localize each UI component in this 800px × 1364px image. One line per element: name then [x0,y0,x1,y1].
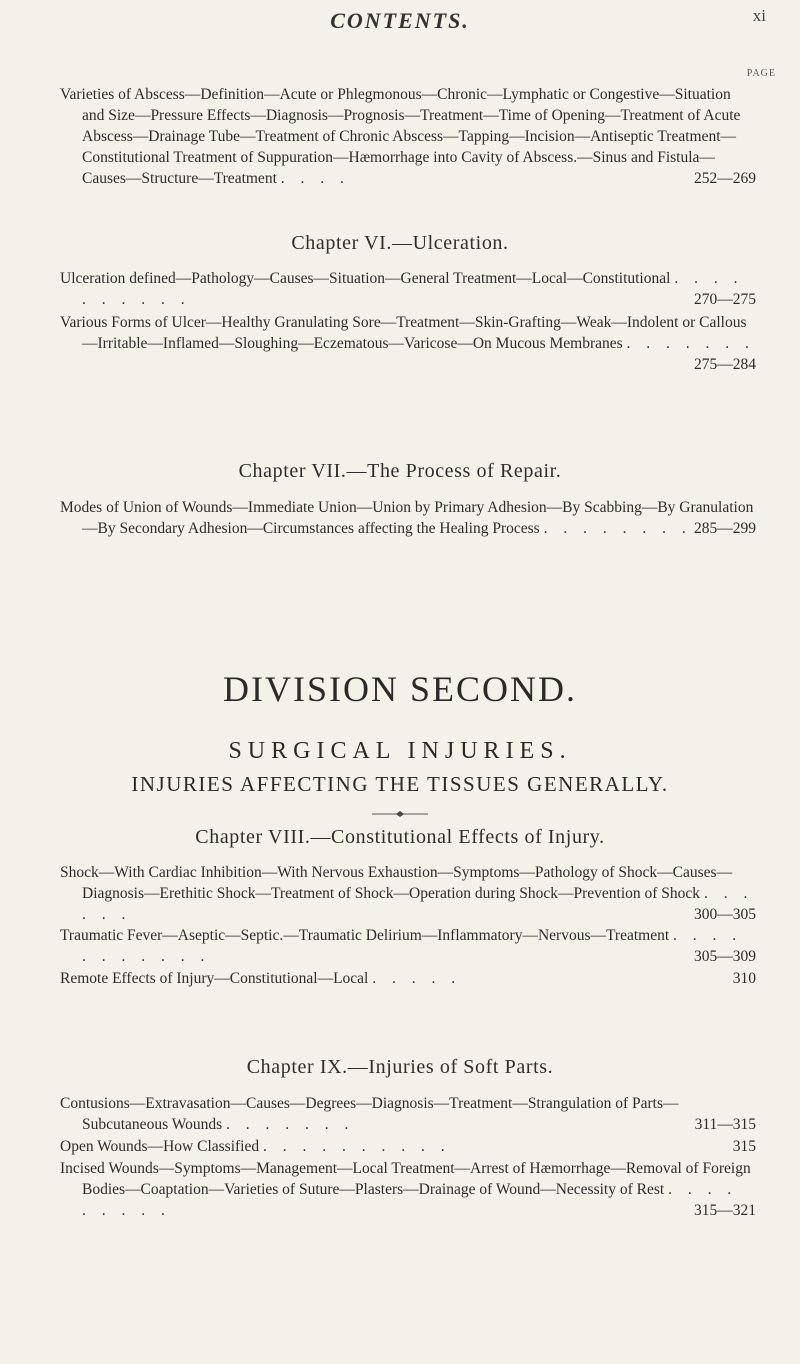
entry-pages: 305—309 [694,948,756,965]
division-heading: INJURIES AFFECTING THE TISSUES GENERALLY. [131,772,669,796]
toc-entry-shock: Shock—With Cardiac Inhibition—With Nervous Exhaustion—Symptoms—Pathology of Shock—Causes—Diagnosis—Erethitic Shock—Treatment of Shock—Operation during Shock—Prevention of Shock . . . . . . 300—305 [60,864,756,923]
toc-entry-traumatic-fever: Traumatic Fever—Aseptic—Septic.—Traumatic Delirium—Inflammatory—Nervous—Treatment . . . . . . . . . . . 305—309 [60,927,756,965]
chapter-8-heading: Chapter VIII.—Constitutional Effects of Injury. [195,826,605,848]
chapter-6-heading: Chapter VI.—Ulceration. [291,232,509,254]
toc-entry-abscess: Varieties of Abscess—Definition—Acute or Phlegmonous—Chronic—Lymphatic or Congestive—Situation and Size—Pressure Effects—Diagnosis—Prognosis—Treatment—Time of Opening—Treatment of Acute Abscess—Drainage Tube—Treatment of Chronic Abscess—Tapping—Incision—Antiseptic Treatment—Constitutional Treatment of Suppuration—Hæmorrhage into Cavity of Abscess.—Sinus and Fistula—Causes—Structure—Treatment . . . . 252—269 [60,86,756,187]
page-column-label: PAGE [746,68,776,79]
running-head: CONTENTS. [330,8,470,33]
entry-pages: 252—269 [694,170,756,187]
entry-text: Incised Wounds—Symptoms—Management—Local Treatment—Arrest of Hæmorrhage—Removal of Foreign Bodies—Coaptation—Varieties of Suture—Plasters—Drainage of Wound—Necessity of Rest [60,1160,751,1198]
ornament-divider [370,810,430,818]
entry-text: Traumatic Fever—Aseptic—Septic.—Traumatic Delirium—Inflammatory—Nervous—Treatment [60,927,670,944]
toc-entry-remote-effects: Remote Effects of Injury—Constitutional—Local . . . . . 310 [60,970,756,987]
entry-pages: 315—321 [694,1202,756,1219]
entry-text: Various Forms of Ulcer—Healthy Granulating Sore—Treatment—Skin-Grafting—Weak—Indolent or Callous—Irritable—Inflamed—Sloughing—Eczematous—Varicose—On Mucous Membranes [60,314,747,352]
entry-text: Shock—With Cardiac Inhibition—With Nervous Exhaustion—Symptoms—Pathology of Shock—Causes—Diagnosis—Erethitic Shock—Treatment of Shock—Operation during Shock—Prevention of Shock [60,864,733,902]
entry-pages: 285—299 [694,520,756,537]
toc-entry-contusions: Contusions—Extravasation—Causes—Degrees—Diagnosis—Treatment—Strangulation of Parts—Subcutaneous Wounds . . . . . . . 311—315 [60,1095,756,1133]
entry-text: Remote Effects of Injury—Constitutional—Local [60,970,369,987]
entry-pages: 310 [732,970,756,987]
toc-entry-repair: Modes of Union of Wounds—Immediate Union—Union by Primary Adhesion—By Scabbing—By Granulation—By Secondary Adhesion—Circumstances affecting the Healing Process . . . . . . . . 285—299 [60,499,756,537]
chapter-7-heading: Chapter VII.—The Process of Repair. [238,460,562,482]
toc-entry-open-wounds: Open Wounds—How Classified . . . . . . . . . . 315 [60,1138,756,1155]
entry-text: Open Wounds—How Classified [60,1138,260,1155]
page-number: xi [752,6,766,25]
toc-entry-ulcer-forms: Various Forms of Ulcer—Healthy Granulating Sore—Treatment—Skin-Grafting—Weak—Indolent or Callous—Irritable—Inflamed—Sloughing—Eczematous—Varicose—On Mucous Membranes . . . . . . . 275—284 [60,314,756,373]
entry-pages: 275—284 [694,356,756,373]
division-subtitle: SURGICAL INJURIES. [228,738,572,764]
entry-text: Varieties of Abscess—Definition—Acute or Phlegmonous—Chronic—Lymphatic or Congestive—Situation and Size—Pressure Effects—Diagnosis—Prognosis—Treatment—Time of Opening—Treatment of Acute Abscess—Drainage Tube—Treatment of Chronic Abscess—Tapping—Incision—Antiseptic Treatment—Constitutional Treatment of Suppuration—Hæmorrhage into Cavity of Abscess.—Sinus and Fistula—Causes—Structure—Treatment [60,86,741,187]
entry-text: Contusions—Extravasation—Causes—Degrees—Diagnosis—Treatment—Strangulation of Parts—Subcutaneous Wounds [60,1095,679,1133]
entry-text: Modes of Union of Wounds—Immediate Union—Union by Primary Adhesion—By Scabbing—By Granulation—By Secondary Adhesion—Circumstances affecting the Healing Process [60,499,754,537]
entry-text: Ulceration defined—Pathology—Causes—Situation—General Treatment—Local—Constitutional [60,270,671,287]
entry-pages: 300—305 [694,906,756,923]
toc-entry-ulceration: Ulceration defined—Pathology—Causes—Situation—General Treatment—Local—Constitutional . . . . . . . . . . 270—275 [60,270,756,308]
entry-pages: 311—315 [694,1116,756,1133]
entry-pages: 315 [732,1138,756,1155]
entry-pages: 270—275 [694,291,756,308]
chapter-9-heading: Chapter IX.—Injuries of Soft Parts. [246,1056,554,1078]
division-title: DIVISION SECOND. [223,669,577,709]
toc-entry-incised-wounds: Incised Wounds—Symptoms—Management—Local Treatment—Arrest of Hæmorrhage—Removal of Foreign Bodies—Coaptation—Varieties of Suture—Plasters—Drainage of Wound—Necessity of Rest . . . . . . . . . 315—321 [60,1160,756,1219]
